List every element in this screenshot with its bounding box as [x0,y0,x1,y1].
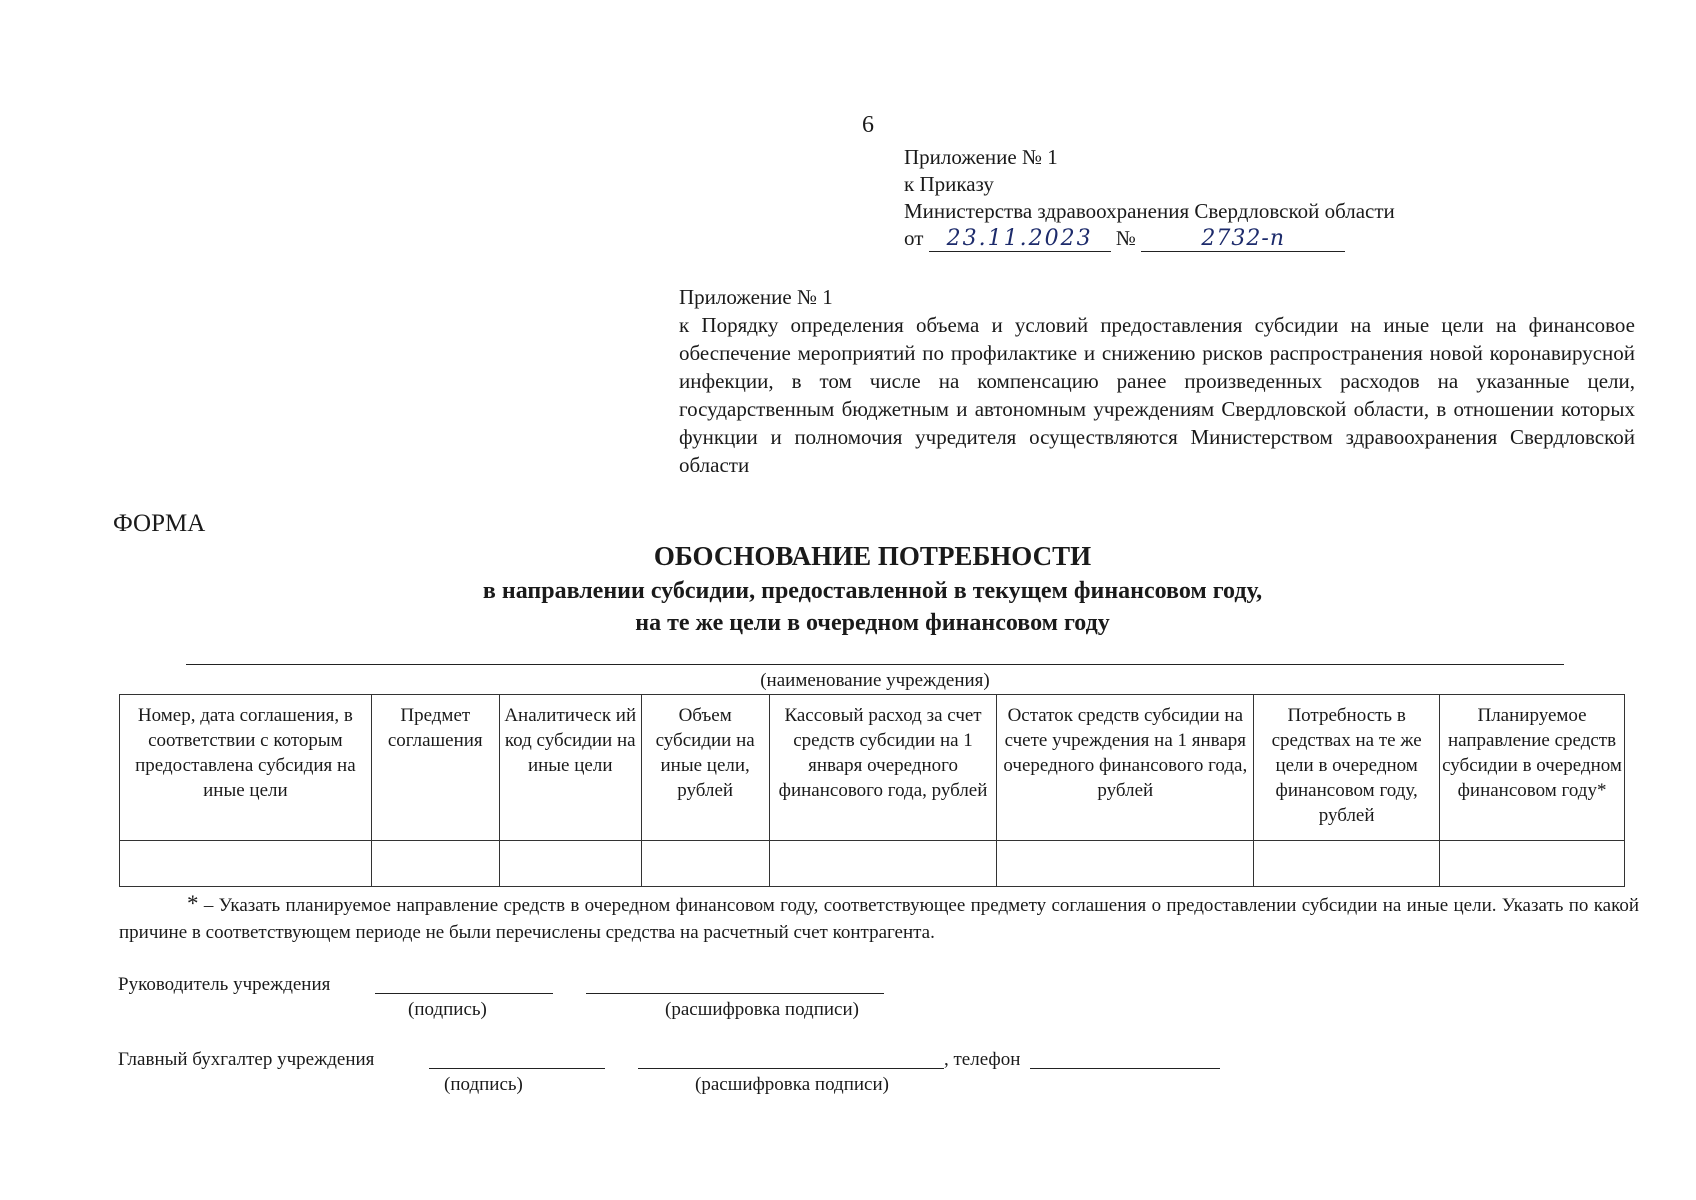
from-label: от [904,226,924,250]
document-title: ОБОСНОВАНИЕ ПОТРЕБНОСТИ [653,541,1092,571]
head-signature-caption: (подпись) [408,999,487,1020]
table-cell[interactable] [641,841,769,887]
document-subtitle-2: на те же цели в очередном финансовом году [635,610,1110,636]
header-need: Потребность в средствах на те же цели в очередном финансовом году, рублей [1254,695,1440,841]
header-agreement-subject: Предмет соглашения [371,695,499,841]
head-decoding-caption: (расшифровка подписи) [665,999,859,1020]
institution-name-line[interactable] [186,664,1564,665]
table-row [120,841,1625,887]
approval-block [904,144,1564,252]
phone-field[interactable] [1030,1047,1220,1069]
approval-line-1: Приложение № 1 [904,145,1058,169]
justification-table [119,694,1625,887]
appendix-block [679,283,1635,479]
number-label: № [1115,226,1136,250]
head-signature-field[interactable] [375,972,553,994]
header-cash-expense: Кассовый расход за счет средств субсидии на 1 января очередного финансового года, рублей [769,695,997,841]
footnote [119,890,1639,946]
header-planned-direction: Планируемое направление средств субсидии в очередном финансовом году* [1440,695,1625,841]
appendix-text: к Порядку определения объема и условий предоставления субсидии на иные цели на финансовое обеспечение мероприятий по профилактике и снижению рисков распространения новой коронавирусной инфекции, в том числе на компенсацию ранее произведенных расходов на указанные цели, государственным бюджетным и автономным учреждениям Свердловской области, в отношении которых функции и полномочия учредителя осуществляются Министерством здравоохранения Свердловской области [679,313,1635,477]
phone-label: , телефон [944,1049,1021,1070]
handwritten-date: 23.11.2023 [929,227,1111,252]
header-agreement-number: Номер, дата соглашения, в соответствии с которым предоставлена субсидия на иные цели [120,695,372,841]
accountant-signature-field[interactable] [429,1047,605,1069]
table-cell[interactable] [1440,841,1625,887]
header-analytic-code: Аналитическ ий код субсидии на иные цели [499,695,641,841]
page-number: 6 [862,112,874,138]
header-subsidy-volume: Объем субсидии на иные цели, рублей [641,695,769,841]
table-cell[interactable] [997,841,1254,887]
table-header-row [120,695,1625,841]
approval-line-3: Министерства здравоохранения Свердловской области [904,199,1395,223]
table-cell[interactable] [499,841,641,887]
institution-caption: (наименование учреждения) [760,670,990,691]
footnote-star: * [187,891,199,916]
table-cell[interactable] [371,841,499,887]
footnote-text: – Указать планируемое направление средств в очередном финансовом году, соответствующее предмету соглашения о предоставлении субсидии на иные цели. Указать по какой причине в соответствующем периоде не были перечислены средства на расчетный счет контрагента. [119,895,1640,943]
accountant-label: Главный бухгалтер учреждения [118,1049,375,1070]
accountant-decoding-caption: (расшифровка подписи) [695,1074,889,1095]
appendix-title: Приложение № 1 [679,285,833,309]
table-cell[interactable] [120,841,372,887]
head-label: Руководитель учреждения [118,974,331,995]
document-subtitle-1: в направлении субсидии, предоставленной в текущем финансовом году, [482,578,1263,604]
header-balance: Остаток средств субсидии на счете учреждения на 1 января очередного финансового года, рублей [997,695,1254,841]
approval-date-number [904,225,1564,252]
accountant-decoding-field[interactable] [638,1047,944,1069]
handwritten-number: 2732-п [1141,227,1345,252]
form-label: ФОРМА [113,510,206,537]
table-cell[interactable] [1254,841,1440,887]
head-decoding-field[interactable] [586,972,884,994]
table-cell[interactable] [769,841,997,887]
accountant-signature-caption: (подпись) [444,1074,523,1095]
approval-line-2: к Приказу [904,172,994,196]
